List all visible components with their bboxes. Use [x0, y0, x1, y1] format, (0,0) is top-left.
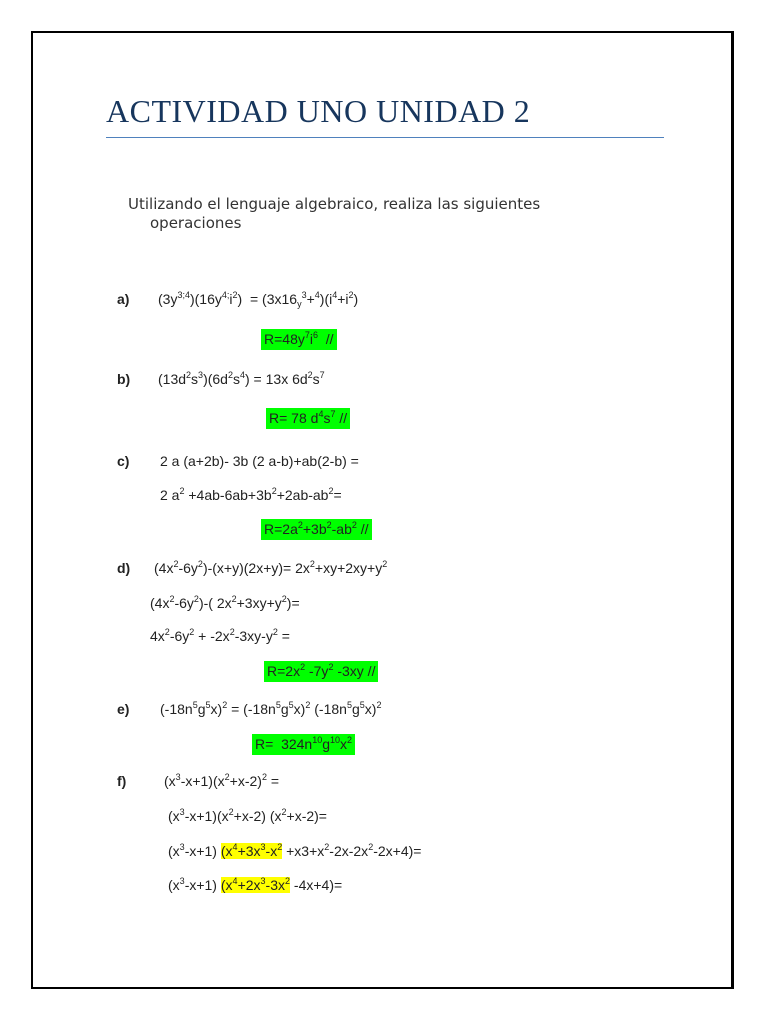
document-title: ACTIVIDAD UNO UNIDAD 2: [106, 93, 531, 129]
exercise-f-line-2: $(x^3-x+1)(x^2+x-2)$ $(x^2+x-2)=$: [168, 807, 327, 824]
exercise-e-label: e): [117, 701, 130, 717]
exercise-b-label: b): [117, 371, 131, 387]
instructions: [128, 195, 648, 233]
exercise-c-answer: $R=2a^2+3b^2-ab^2$ //: [261, 519, 372, 540]
exercise-d-line-2: $(4x^2-6y^2)-$( $2x^2+3xy+y^2)=$: [150, 594, 300, 611]
exercise-d-line-3: $4x^2-6y^2 + -2x^2-3xy-y^2$ =: [150, 627, 290, 644]
exercise-f-label: f): [117, 773, 127, 789]
exercise-c-label: c): [117, 453, 130, 469]
exercise-d-label: d): [117, 560, 131, 576]
highlight-term: ($x^4+2x^3-3x^2$: [220, 876, 291, 893]
exercise-b-answer: R= 78 $d^4s^7$ //: [266, 408, 350, 429]
exercise-c-line-1: 2 a (a+2b)- 3b (2 a-b)+ab(2-b) =: [160, 453, 359, 469]
exercise-f-line-3: $(x^3-x+1)$ $(x^4+3x^3-x^2 +x3+x^2-2x-2x^2-2x+4)=$: [168, 842, 422, 859]
exercise-f-line-4: $(x^3-x+1)$ ($x^4+2x^3-3x^2$ -4x+4)=: [168, 876, 343, 893]
exercise-d-answer: $R=2x^2$ $-7y^2$ -3xy //: [264, 661, 378, 682]
exercise-b-line-1: $(13d^2s^3)(6d^2s^4) = 13x$ $6d^2s^7$: [158, 370, 325, 387]
highlight-term: ($x^4+3x^3-x^2$: [220, 842, 283, 859]
exercise-a-answer: $R=48y^7i^6$ //: [261, 329, 337, 350]
instructions-line-1: Utilizando el lenguaje algebraico, realiza las siguientes: [128, 195, 541, 213]
exercise-a-line-1: $(3y^{3;4})(16y^{4;}i^2) = (3x16_y^3+^4)(i^4+i^2)$: [158, 290, 359, 309]
title-underline: [106, 137, 664, 138]
exercise-a-label: a): [117, 291, 130, 307]
exercise-e-line-1: $(-18n^5g^5x)^2 = (-18n^5g^5x)^2$ $(-18n^5g^5x)^2$: [160, 700, 382, 717]
exercise-d-line-1: $(4x^2-6y^2)-(x+y)(2x+y)= 2x^2+xy+2xy+y^2$: [154, 559, 388, 576]
exercise-c-line-2: 2 $a^2 +4ab-6ab+3b^2+2ab-ab^2=$: [160, 486, 342, 503]
instructions-line-2: operaciones: [150, 214, 242, 232]
exercise-e-answer: $R= 324n^{10}g^{10}x^2$: [252, 734, 355, 755]
exercise-f-line-1: $(x^3-x+1)(x^2+x-2)^2$ =: [164, 772, 280, 789]
